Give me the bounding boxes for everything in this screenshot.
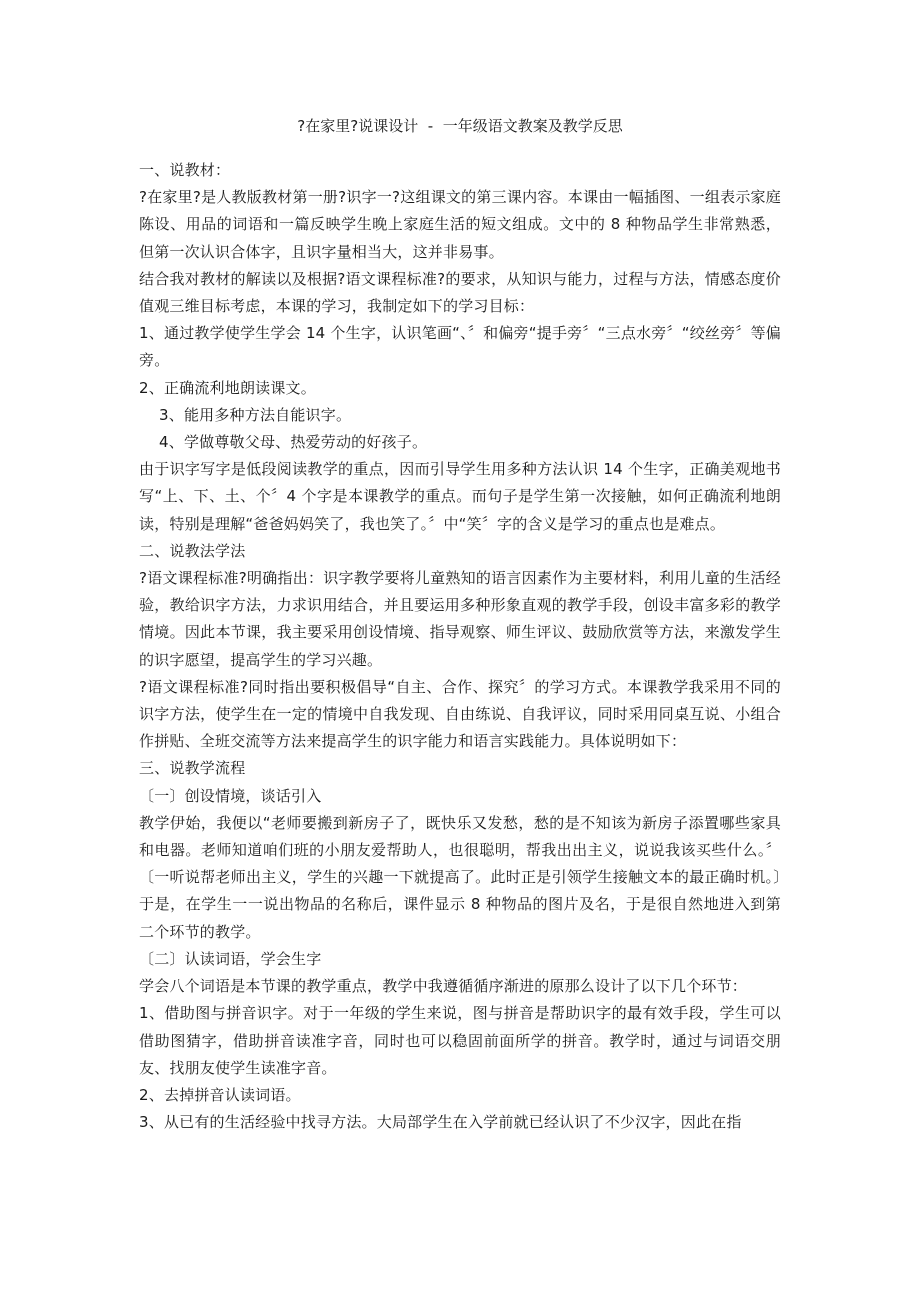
document-title: ?在家里?说课设计 - 一年级语文教案及教学反思 — [297, 117, 623, 135]
paragraph-textbook-intro: ?在家里?是人教版教材第一册?识字一?这组课文的第三课内容。本课由一幅插图、一组表示家庭陈设、用品的词语和一篇反映学生晚上家庭生活的短文组成。文中的 8 种物品学生非常熟悉，但第一次认识合体字，且识字量相当大，这并非易事。 — [139, 188, 781, 261]
goal-item-2: 2、正确流利地朗读课文。 — [139, 378, 316, 397]
section-heading-methods: 二、说教法学法 — [139, 541, 246, 560]
goal-item-4: 4、学做尊敬父母、热爱劳动的好孩子。 — [159, 433, 428, 452]
paragraph-methods-2: ?语文课程标准?同时指出要积极倡导“自主、合作、探究〞的学习方式。本课教学我采用不同的识字方法，使学生在一定的情境中自我发现、自由练说、自我评议，同时采用同桌互说、小组合作拼贴、全班交流等方法来提高学生的识字能力和语言实践能力。具体说明如下： — [139, 677, 781, 751]
goal-item-1: 1、通过教学使学生学会 14 个生字，认识笔画“、〞和偏旁“提手旁〞“三点水旁〞“绞丝旁〞等偏旁。 — [139, 324, 781, 370]
paragraph-goals-intro: 结合我对教材的解读以及根据?语文课程标准?的要求，从知识与能力，过程与方法，情感态度价值观三维目标考虑，本课的学习，我制定如下的学习目标： — [139, 269, 781, 316]
document-body — [139, 157, 781, 1136]
section-heading-textbook: 一、说教材： — [139, 161, 231, 179]
paragraph-step-2-intro: 学会八个词语是本节课的教学重点，教学中我遵循循序渐进的原那么设计了以下几个环节： — [139, 977, 748, 996]
step-2-item-3: 3、从已有的生活经验中找寻方法。大局部学生在入学前就已经认识了不少汉字，因此在指 — [139, 1113, 742, 1132]
paragraph-key-points: 由于识字写字是低段阅读教学的重点，因而引导学生用多种方法认识 14 个生字，正确美观地书写“上、下、土、个〞4 个字是本课教学的重点。而句子是学生第一次接触，如何正确流利地朗读，特别是理解“爸爸妈妈笑了，我也笑了。〞中“笑〞字的含义是学习的重点也是难点。 — [139, 460, 781, 533]
section-heading-process: 三、说教学流程 — [139, 759, 246, 778]
step-2-item-1: 1、借助图与拼音识字。对于一年级的学生来说，图与拼音是帮助识字的最有效手段，学生可以借助图猜字，借助拼音读准字音，同时也可以稳固前面所学的拼音。教学时，通过与词语交朋友、找朋友使学生读准字音。 — [139, 1004, 781, 1077]
step-2-item-2: 2、去掉拼音认读词语。 — [139, 1085, 301, 1104]
paragraph-methods-1: ?语文课程标准?明确指出：识字教学要将儿童熟知的语言因素作为主要材料，利用儿童的生活经验，教给识字方法，力求识用结合，并且要运用多种形象直观的教学手段，创设丰富多彩的教学情境。因此本节课，我主要采用创设情境、指导观察、师生评议、鼓励欣赏等方法，来激发学生的识字愿望，提高学生的学习兴趣。 — [139, 569, 781, 669]
paragraph-step-1: 教学伊始，我便以“老师要搬到新房子了，既快乐又发愁，愁的是不知该为新房子添置哪些家具和电器。老师知道咱们班的小朋友爱帮助人，也很聪明，帮我出出主义，说说我该买些什么。〞〔一听说帮老师出主义，学生的兴趣一下就提高了。此时正是引领学生接触文本的最正确时机。〕于是，在学生一一说出物品的名称后，课件显示 8 种物品的图片及名，于是很自然地进入到第二个环节的教学。 — [139, 813, 781, 941]
subheading-step-1: 〔一〕创设情境，谈话引入 — [139, 786, 322, 805]
subheading-step-2: 〔二〕认读词语，学会生字 — [139, 949, 322, 968]
goal-item-3: 3、能用多种方法自能识字。 — [159, 405, 352, 424]
